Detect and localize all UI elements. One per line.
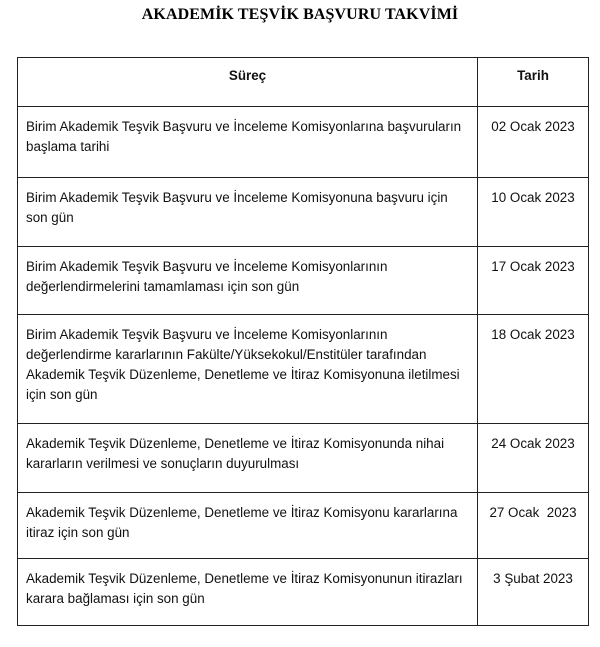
- date-text: 24 Ocak 2023: [491, 436, 575, 451]
- process-text: Birim Akademik Teşvik Başvuru ve İnceleme Komisyonlarının değerlendirmelerini tamamlaması için son gün: [26, 259, 388, 294]
- date-text: 17 Ocak 2023: [491, 259, 575, 274]
- process-text: Birim Akademik Teşvik Başvuru ve İnceleme Komisyonlarının değerlendirme kararlarının Fakülte/Yüksekokul/Enstitüler tarafından Akademik Teşvik Düzenleme, Denetleme ve İtiraz Komisyonuna iletilmesi için son gün: [26, 327, 460, 402]
- date-cell: [478, 315, 589, 424]
- process-text: Akademik Teşvik Düzenleme, Denetleme ve İtiraz Komisyonunda nihai kararların verilmesi ve sonuçların duyurulması: [26, 436, 445, 471]
- schedule-table: [17, 57, 589, 626]
- process-text: Birim Akademik Teşvik Başvuru ve İnceleme Komisyonuna başvuru için son gün: [26, 190, 448, 225]
- date-text: 27 Ocak 2023: [489, 505, 577, 520]
- column-header-date-label: Tarih: [517, 68, 549, 83]
- date-text: 10 Ocak 2023: [491, 190, 575, 205]
- table-row: [18, 424, 589, 493]
- table-row: [18, 107, 589, 178]
- table-row: [18, 559, 589, 626]
- process-cell: [18, 559, 478, 626]
- process-cell: [18, 493, 478, 559]
- date-cell: [478, 493, 589, 559]
- column-header-process: [18, 58, 478, 107]
- date-cell: [478, 424, 589, 493]
- process-text: Birim Akademik Teşvik Başvuru ve İnceleme Komisyonlarına başvuruların başlama tarihi: [26, 119, 462, 154]
- date-text: 18 Ocak 2023: [491, 327, 575, 342]
- process-text: Akademik Teşvik Düzenleme, Denetleme ve İtiraz Komisyonunun itirazları karara bağlaması için son gün: [26, 571, 463, 606]
- process-cell: [18, 178, 478, 247]
- process-cell: [18, 424, 478, 493]
- process-cell: [18, 247, 478, 315]
- column-header-process-label: Süreç: [228, 68, 267, 83]
- date-text: 02 Ocak 2023: [491, 119, 575, 134]
- date-cell: [478, 178, 589, 247]
- process-cell: [18, 107, 478, 178]
- table-row: [18, 493, 589, 559]
- table-row: [18, 315, 589, 424]
- process-cell: [18, 315, 478, 424]
- column-header-date: [478, 58, 589, 107]
- date-cell: [478, 107, 589, 178]
- table-row: [18, 247, 589, 315]
- date-cell: [478, 559, 589, 626]
- page-title: AKADEMİK TEŞVİK BAŞVURU TAKVİMİ: [141, 6, 459, 23]
- table-row: [18, 178, 589, 247]
- table-header-row: [18, 58, 589, 107]
- date-cell: [478, 247, 589, 315]
- date-text: 3 Şubat 2023: [493, 571, 573, 586]
- process-text: Akademik Teşvik Düzenleme, Denetleme ve İtiraz Komisyonu kararlarına itiraz için son gün: [26, 505, 458, 540]
